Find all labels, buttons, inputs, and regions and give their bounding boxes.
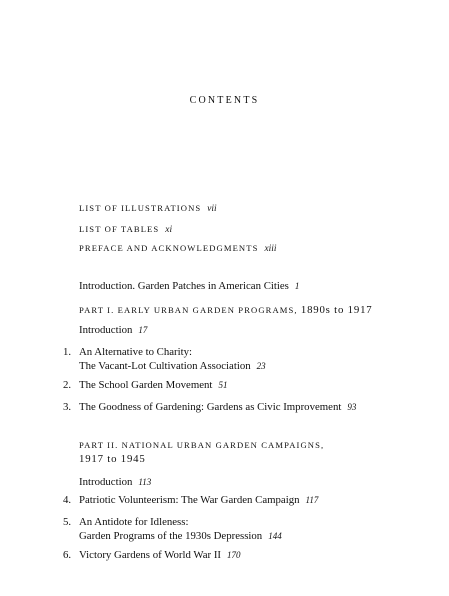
part-label: PART I. EARLY URBAN GARDEN PROGRAMS,	[79, 305, 298, 315]
toc-page-number: 17	[138, 325, 148, 335]
toc-chapter-4[interactable]	[63, 493, 318, 507]
toc-entry-label: Introduction	[79, 476, 133, 488]
toc-entry-label: Introduction	[79, 324, 133, 336]
toc-entry-label: Introduction. Garden Patches in American Cities	[79, 280, 289, 292]
part-years: 1890s to 1917	[300, 304, 373, 316]
chapter-number: 6.	[63, 549, 72, 561]
chapter-number: 1.	[63, 346, 72, 358]
toc-page-number: 93	[347, 402, 357, 412]
toc-page-number: 113	[138, 477, 152, 487]
toc-part-1[interactable]	[79, 304, 372, 316]
chapter-subtitle: The Vacant-Lot Cultivation Association	[79, 360, 251, 372]
toc-page-number: 170	[227, 550, 241, 560]
chapter-number: 2.	[63, 379, 72, 391]
toc-chapter-3[interactable]	[63, 400, 356, 414]
toc-page-number: 117	[305, 495, 319, 505]
part-label: PART II. NATIONAL URBAN GARDEN CAMPAIGNS,	[79, 440, 325, 450]
toc-page-number: xiii	[264, 244, 277, 254]
chapter-title: An Antidote for Idleness:	[79, 516, 189, 528]
toc-page-number: 1	[294, 281, 300, 291]
toc-entry-label: LIST OF TABLES	[79, 224, 160, 234]
toc-page-number: xi	[165, 225, 173, 235]
toc-entry-introduction[interactable]	[79, 279, 299, 293]
chapter-number: 4.	[63, 494, 72, 506]
chapter-title: The Goodness of Gardening: Gardens as Civic Improvement	[79, 401, 342, 413]
contents-heading: CONTENTS	[189, 95, 260, 106]
toc-chapter-2[interactable]	[63, 378, 227, 392]
chapter-number: 5.	[63, 516, 72, 528]
toc-chapter-1[interactable]	[63, 345, 266, 373]
toc-part-2[interactable]	[79, 440, 324, 465]
toc-entry-preface[interactable]	[79, 243, 276, 254]
chapter-title: Victory Gardens of World War II	[79, 549, 222, 561]
toc-page-number: 51	[218, 380, 228, 390]
chapter-title: An Alternative to Charity:	[79, 346, 193, 358]
toc-entry-tables[interactable]	[79, 224, 172, 235]
chapter-subtitle: Garden Programs of the 1930s Depression	[79, 530, 263, 542]
toc-entry-illustrations[interactable]	[79, 203, 217, 214]
toc-chapter-6[interactable]	[63, 548, 241, 562]
chapter-title: Patriotic Volunteerism: The War Garden Campaign	[79, 494, 300, 506]
toc-chapter-5[interactable]	[63, 515, 282, 543]
toc-entry-part2-intro[interactable]	[79, 475, 151, 489]
chapter-title: The School Garden Movement	[79, 379, 213, 391]
toc-entry-label: LIST OF ILLUSTRATIONS	[79, 203, 202, 213]
chapter-number: 3.	[63, 401, 72, 413]
part-years: 1917 to 1945	[79, 453, 146, 465]
toc-page-number: 23	[256, 361, 266, 371]
toc-entry-part1-intro[interactable]	[79, 323, 147, 337]
toc-page-number: 144	[268, 531, 282, 541]
toc-entry-label: PREFACE AND ACKNOWLEDGMENTS	[79, 243, 259, 253]
toc-page-number: vii	[207, 204, 217, 214]
